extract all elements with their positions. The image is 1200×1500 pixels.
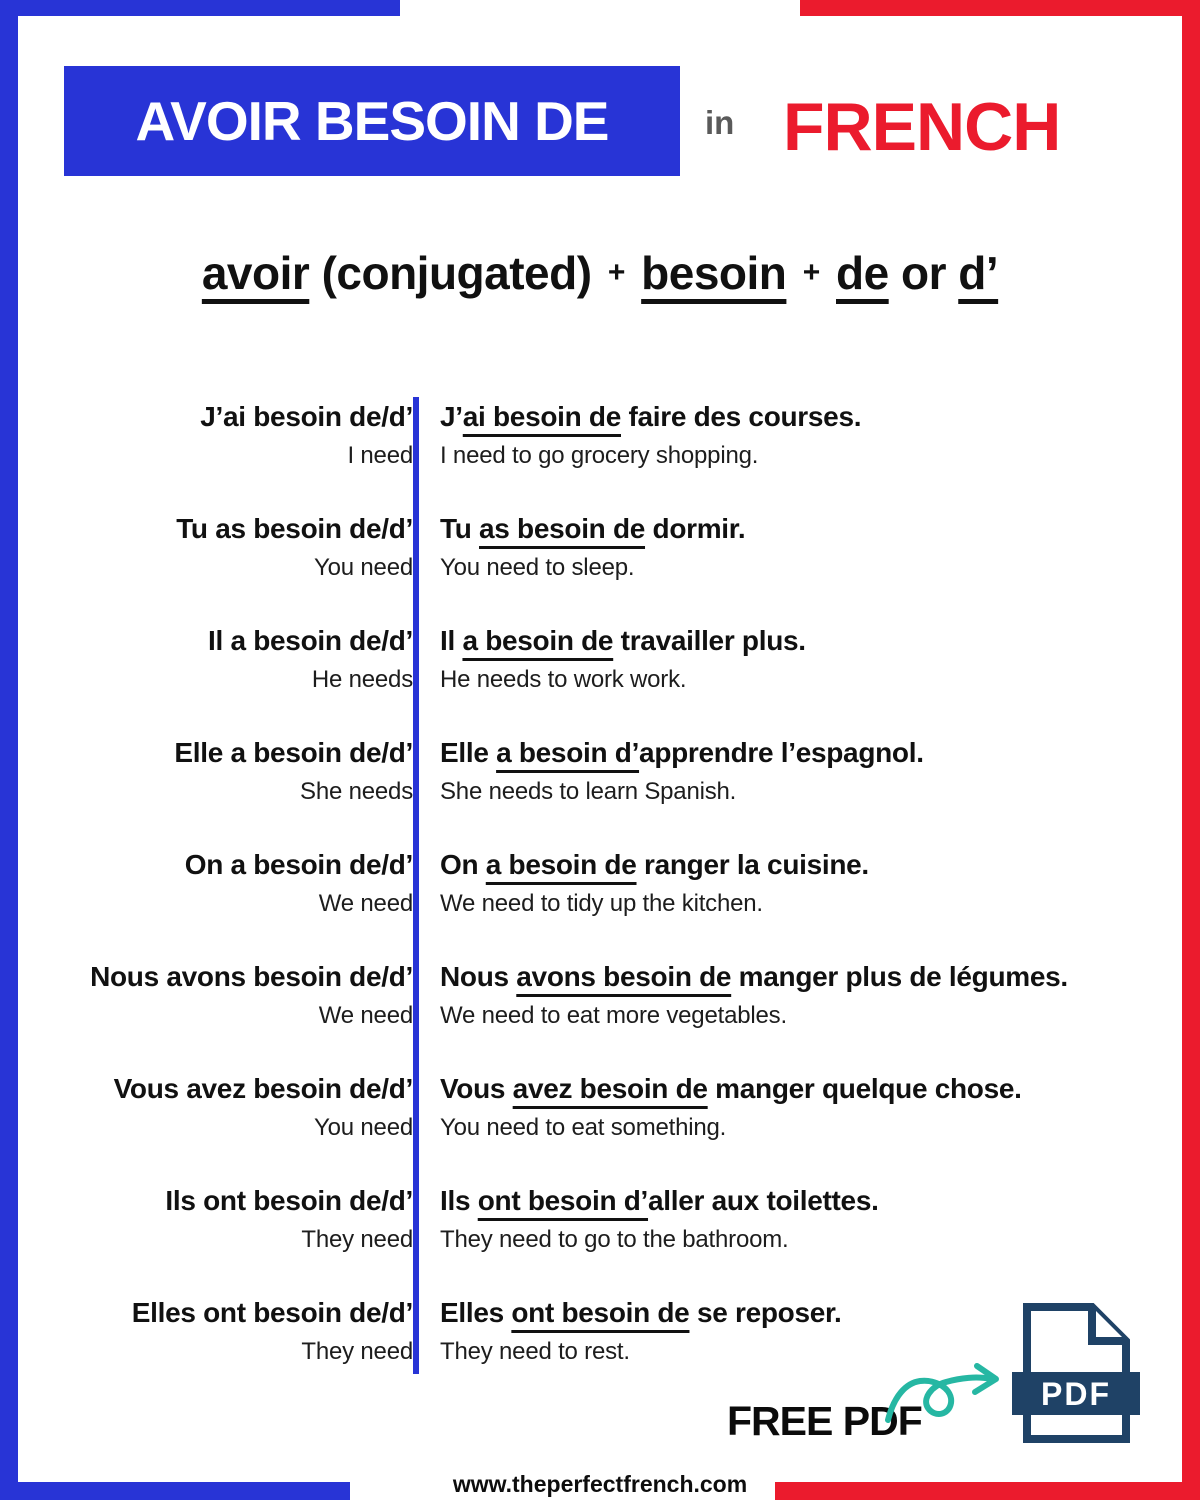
pronoun: Elles ont besoin de/d’ xyxy=(131,1297,413,1328)
pronoun: On a besoin de/d’ xyxy=(184,849,413,880)
pronoun-translation: We need xyxy=(318,890,413,917)
example-translation: You need to sleep. xyxy=(440,554,635,581)
pronoun-cell xyxy=(83,847,413,919)
pronoun: Tu as besoin de/d’ xyxy=(176,513,413,544)
underlined-phrase: a besoin de xyxy=(462,625,614,656)
table-row xyxy=(83,847,1148,919)
table-row xyxy=(83,399,1148,471)
example-sentence xyxy=(440,511,1148,547)
text-segment: or xyxy=(888,247,959,299)
underlined-phrase: avoir xyxy=(201,247,310,299)
pronoun-cell xyxy=(83,399,413,471)
pronoun-translation: They need xyxy=(301,1226,413,1253)
table-row xyxy=(83,511,1148,583)
example-translation: We need to tidy up the kitchen. xyxy=(440,890,763,917)
doodle-arrow-icon xyxy=(872,1342,1022,1432)
underlined-phrase: ont besoin d’ xyxy=(477,1185,649,1216)
text-segment: (conjugated) xyxy=(309,247,604,299)
example-translation: I need to go grocery shopping. xyxy=(440,442,759,469)
plus-sign: + xyxy=(607,256,625,289)
pronoun: Ils ont besoin de/d’ xyxy=(165,1185,413,1216)
text-segment: Tu xyxy=(440,513,480,544)
example-sentence xyxy=(440,1183,1148,1219)
example-cell xyxy=(413,1183,1148,1255)
text-segment: Elles xyxy=(440,1297,512,1328)
table-row xyxy=(83,1183,1148,1255)
underlined-phrase: besoin xyxy=(641,247,787,299)
text-segment: J’ xyxy=(440,401,463,432)
underlined-phrase: d’ xyxy=(958,247,999,299)
pdf-file-icon xyxy=(1006,1294,1146,1450)
text-segment xyxy=(824,247,836,299)
example-cell xyxy=(413,735,1148,807)
example-cell xyxy=(413,1071,1148,1143)
example-cell xyxy=(413,623,1148,695)
table-row xyxy=(83,1071,1148,1143)
example-cell xyxy=(413,511,1148,583)
pronoun: Elle a besoin de/d’ xyxy=(174,737,413,768)
pronoun-cell xyxy=(83,511,413,583)
frame-left-strip xyxy=(0,0,18,1500)
pronoun-translation: We need xyxy=(318,1002,413,1029)
pronoun-cell xyxy=(83,735,413,807)
text-segment: Ils xyxy=(440,1185,478,1216)
pdf-icon-label: PDF xyxy=(1041,1376,1111,1412)
pronoun-cell xyxy=(83,959,413,1031)
text-segment: Nous xyxy=(440,961,517,992)
pronoun-translation: She needs xyxy=(300,778,413,805)
table-row xyxy=(83,623,1148,695)
underlined-phrase: de xyxy=(836,247,889,299)
underlined-phrase: avez besoin de xyxy=(512,1073,708,1104)
frame-right-strip xyxy=(1182,0,1200,1500)
example-translation: You need to eat something. xyxy=(440,1114,727,1141)
example-translation: She needs to learn Spanish. xyxy=(440,778,737,805)
underlined-phrase: ont besoin de xyxy=(511,1297,690,1328)
pronoun-translation: You need xyxy=(314,1114,413,1141)
text-segment: travailler plus. xyxy=(613,625,806,656)
text-segment: manger plus de légumes. xyxy=(731,961,1068,992)
underlined-phrase: a besoin d’ xyxy=(496,737,640,768)
text-segment xyxy=(786,247,798,299)
text-segment: se reposer. xyxy=(689,1297,842,1328)
text-segment: apprendre l’espagnol. xyxy=(639,737,924,768)
pronoun-translation: They need xyxy=(301,1338,413,1365)
text-segment: On xyxy=(440,849,486,880)
underlined-phrase: avons besoin de xyxy=(516,961,732,992)
text-segment: Vous xyxy=(440,1073,513,1104)
text-segment: Il xyxy=(440,625,463,656)
example-sentence xyxy=(440,847,1148,883)
title-box xyxy=(64,66,680,176)
text-segment: Elle xyxy=(440,737,497,768)
example-sentence xyxy=(440,735,1148,771)
pronoun-translation: You need xyxy=(314,554,413,581)
table-row xyxy=(83,735,1148,807)
table-row xyxy=(83,959,1148,1031)
pronoun-cell xyxy=(83,1295,413,1367)
formula xyxy=(0,246,1200,300)
example-sentence xyxy=(440,623,1148,659)
text-segment: ranger la cuisine. xyxy=(636,849,869,880)
pronoun-cell xyxy=(83,1071,413,1143)
pronoun: Vous avez besoin de/d’ xyxy=(113,1073,413,1104)
example-translation: He needs to work work. xyxy=(440,666,687,693)
example-translation: We need to eat more vegetables. xyxy=(440,1002,787,1029)
pronoun-translation: He needs xyxy=(311,666,413,693)
underlined-phrase: as besoin de xyxy=(479,513,646,544)
title-connector: in xyxy=(705,104,735,141)
frame-top-right-bar xyxy=(800,0,1200,16)
text-segment xyxy=(629,247,641,299)
example-sentence xyxy=(440,1071,1148,1107)
text-segment: aller aux toilettes. xyxy=(648,1185,879,1216)
free-pdf-label: FREE PDF xyxy=(727,1398,922,1444)
underlined-phrase: a besoin de xyxy=(485,849,637,880)
example-translation: They need to rest. xyxy=(440,1338,630,1365)
conjugation-table xyxy=(83,399,1148,1407)
pronoun-cell xyxy=(83,623,413,695)
plus-sign: + xyxy=(802,256,820,289)
example-translation: They need to go to the bathroom. xyxy=(440,1226,789,1253)
example-cell xyxy=(413,847,1148,919)
example-cell xyxy=(413,959,1148,1031)
pronoun-cell xyxy=(83,1183,413,1255)
pronoun: Il a besoin de/d’ xyxy=(208,625,413,656)
text-segment: faire des courses. xyxy=(621,401,862,432)
title-language: FRENCH xyxy=(783,89,1061,165)
text-segment: manger quelque chose. xyxy=(707,1073,1022,1104)
example-cell xyxy=(413,399,1148,471)
website-url: www.theperfectfrench.com xyxy=(452,1471,748,1497)
pronoun: J’ai besoin de/d’ xyxy=(200,401,413,432)
example-sentence xyxy=(440,399,1148,435)
frame-top-left-bar xyxy=(0,0,400,16)
example-sentence xyxy=(440,959,1148,995)
text-segment: dormir. xyxy=(645,513,746,544)
pronoun-translation: I need xyxy=(347,442,413,469)
pronoun: Nous avons besoin de/d’ xyxy=(90,961,413,992)
underlined-phrase: ai besoin de xyxy=(462,401,621,432)
page-title: AVOIR BESOIN DE xyxy=(135,90,609,152)
